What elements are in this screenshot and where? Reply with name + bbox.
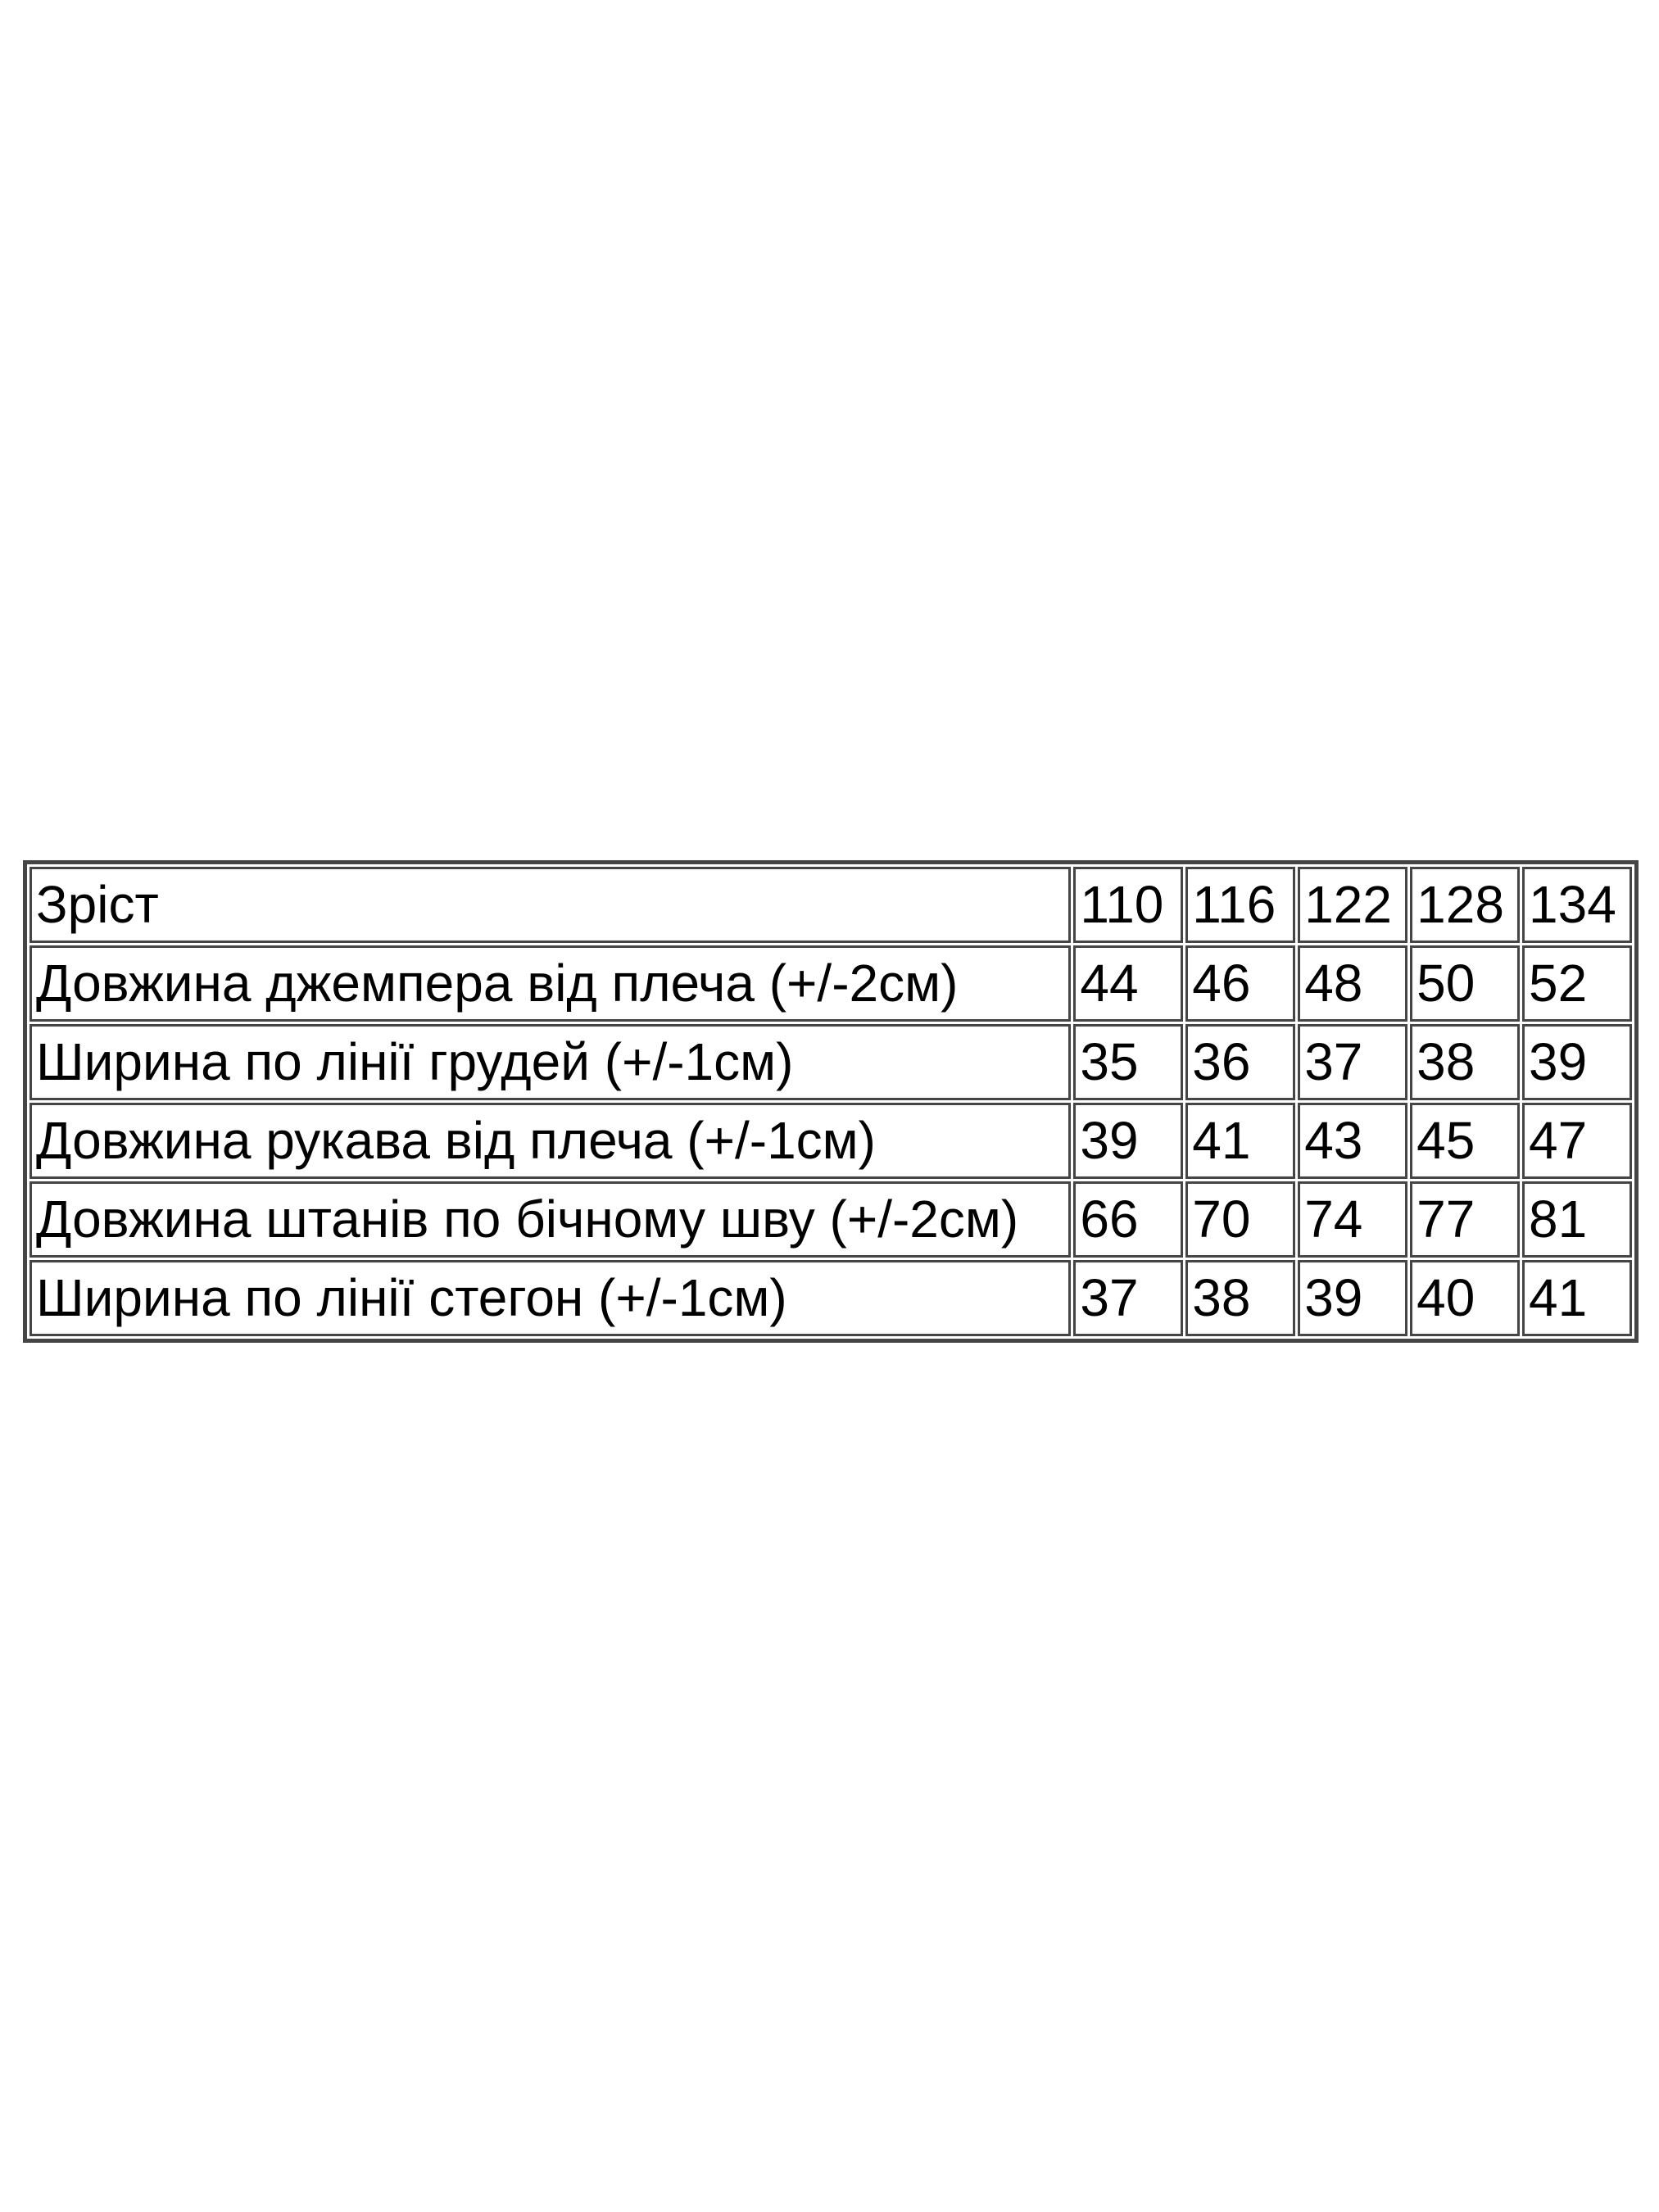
header-size-cell: 110 [1073, 867, 1183, 943]
header-label-cell: Зріст [29, 867, 1071, 943]
measurement-label-cell: Довжина штанів по бічному шву (+/-2см) [29, 1181, 1071, 1258]
table-row [29, 1181, 1632, 1258]
measurement-value-cell: 50 [1410, 945, 1520, 1022]
measurement-value-cell: 81 [1522, 1181, 1632, 1258]
measurement-value-cell: 35 [1073, 1024, 1183, 1100]
measurement-label-cell: Довжина джемпера від плеча (+/-2см) [29, 945, 1071, 1022]
measurement-value-cell: 70 [1185, 1181, 1295, 1258]
table-row [29, 1103, 1632, 1179]
measurement-value-cell: 52 [1522, 945, 1632, 1022]
measurement-value-cell: 45 [1410, 1103, 1520, 1179]
measurement-label-cell: Ширина по лінії грудей (+/-1см) [29, 1024, 1071, 1100]
measurement-value-cell: 41 [1185, 1103, 1295, 1179]
measurement-value-cell: 77 [1410, 1181, 1520, 1258]
measurement-value-cell: 39 [1298, 1260, 1407, 1336]
measurement-value-cell: 40 [1410, 1260, 1520, 1336]
measurement-value-cell: 48 [1298, 945, 1407, 1022]
measurement-value-cell: 66 [1073, 1181, 1183, 1258]
measurement-label-cell: Ширина по лінії стегон (+/-1см) [29, 1260, 1071, 1336]
table-row [29, 1024, 1632, 1100]
size-chart-table [23, 860, 1639, 1343]
table-row [29, 1260, 1632, 1336]
measurement-value-cell: 39 [1073, 1103, 1183, 1179]
header-size-cell: 134 [1522, 867, 1632, 943]
measurement-value-cell: 74 [1298, 1181, 1407, 1258]
measurement-value-cell: 43 [1298, 1103, 1407, 1179]
measurement-value-cell: 37 [1298, 1024, 1407, 1100]
measurement-value-cell: 37 [1073, 1260, 1183, 1336]
table-header-row [29, 867, 1632, 943]
header-size-cell: 122 [1298, 867, 1407, 943]
measurement-value-cell: 38 [1185, 1260, 1295, 1336]
measurement-value-cell: 47 [1522, 1103, 1632, 1179]
measurement-value-cell: 39 [1522, 1024, 1632, 1100]
measurement-value-cell: 41 [1522, 1260, 1632, 1336]
measurement-value-cell: 36 [1185, 1024, 1295, 1100]
measurement-value-cell: 46 [1185, 945, 1295, 1022]
size-chart-body [29, 867, 1632, 1336]
measurement-value-cell: 38 [1410, 1024, 1520, 1100]
measurement-label-cell: Довжина рукава від плеча (+/-1см) [29, 1103, 1071, 1179]
header-size-cell: 128 [1410, 867, 1520, 943]
table-row [29, 945, 1632, 1022]
header-size-cell: 116 [1185, 867, 1295, 943]
measurement-value-cell: 44 [1073, 945, 1183, 1022]
